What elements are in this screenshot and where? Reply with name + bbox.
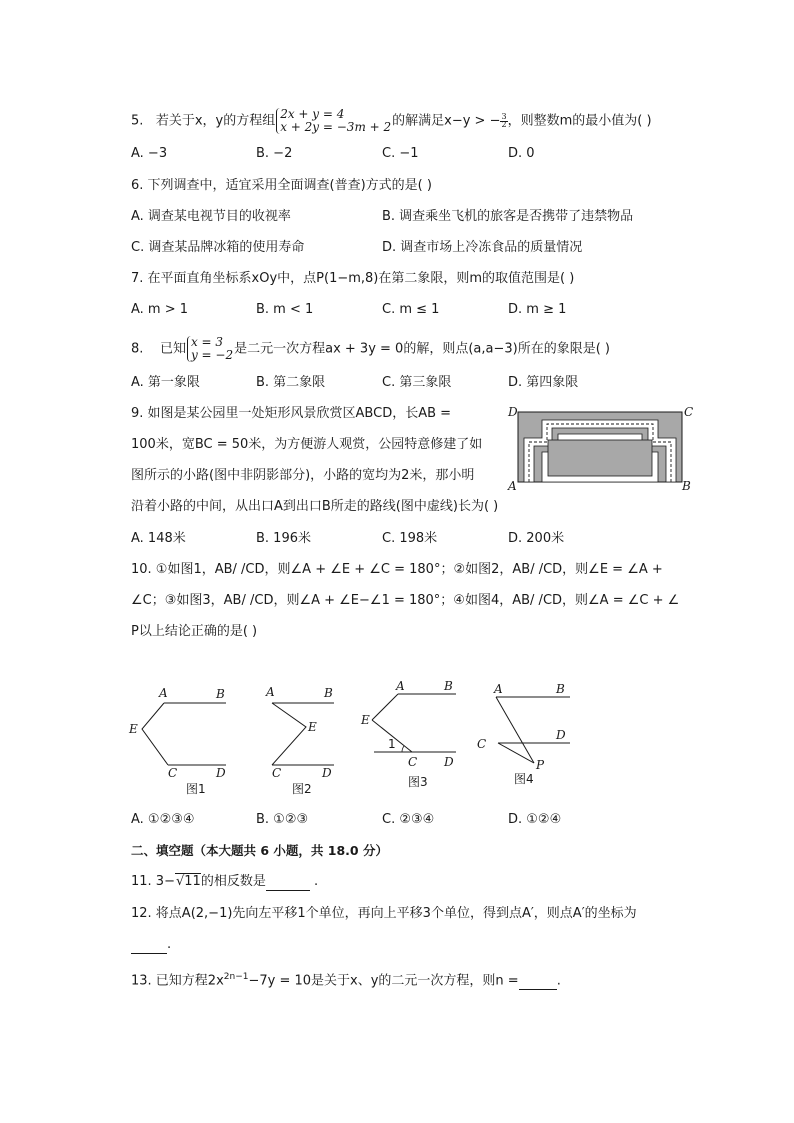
q7-stem: 7. 在平面直角坐标系xOy中，点P(1−m,8)在第二象限，则m的取值范围是( ) — [131, 271, 575, 286]
q10-stem-line3: P以上结论正确的是( ) — [131, 624, 258, 639]
fig2-label-d: D — [322, 766, 332, 780]
fig4-segment-ap — [496, 697, 534, 763]
q5-option-c: C. −1 — [382, 146, 419, 161]
fig2-bent-line — [272, 703, 306, 765]
q10-option-a: A. ①②③④ — [131, 812, 195, 827]
q10-stem-line2: ∠C；③如图3，AB/ /CD，则∠A + ∠E−∠1 = 180°；④如图4，AB/ /CD，则∠A = ∠C + ∠ — [131, 593, 680, 608]
q9-stem-line3: 图所示的小路(图中非阴影部分)，小路的宽均为2米，那小明 — [131, 468, 475, 483]
q13-exponent: 2n−1 — [223, 972, 249, 982]
q5-option-d: D. 0 — [508, 146, 535, 161]
fig3-caption: 图3 — [408, 775, 428, 789]
q11-text-end: . — [309, 874, 319, 889]
q10-option-b: B. ①②③ — [256, 812, 309, 827]
fig3-label-b: B — [444, 679, 453, 693]
q13-text-mid: −7y = 10是关于x、y的二元一次方程，则n = — [248, 973, 519, 989]
q10-figure-3 — [358, 678, 468, 794]
q5-eq2: x + 2y = −3m + 2 — [280, 120, 392, 134]
q9-option-d: D. 200米 — [508, 531, 565, 546]
q7-option-b: B. m < 1 — [256, 302, 314, 317]
q8-number: 8. — [131, 341, 144, 357]
q13-text-end: . — [556, 973, 561, 989]
q11-sqrt: √11 — [175, 874, 201, 889]
q12-stem-line1: 12. 将点A(2,−1)先向左平移1个单位，再向上平移3个单位，得到点A′，则点A′的坐标为 — [131, 906, 637, 921]
fig3-label-e: E — [361, 713, 370, 727]
q13-text-pre: 13. 已知方程2x — [131, 973, 224, 989]
q9-option-c: C. 198米 — [382, 531, 438, 546]
q5-fraction — [500, 113, 507, 129]
q6-option-d: D. 调查市场上冷冻食品的质量情况 — [382, 240, 583, 255]
q9-park-diagram — [506, 402, 698, 494]
q8-option-a: A. 第一象限 — [131, 375, 200, 390]
q6-option-c: C. 调查某品牌冰箱的使用寿命 — [131, 240, 305, 255]
fig1-label-e: E — [129, 722, 138, 736]
q5-stem — [131, 108, 652, 134]
q7-option-d: D. m ≥ 1 — [508, 302, 567, 317]
q5-eq1: 2x + y = 4 — [280, 107, 345, 121]
q8-equation-system — [187, 336, 233, 362]
fig4-label-p: P — [536, 758, 545, 772]
q8-option-d: D. 第四象限 — [508, 375, 579, 390]
q5-text-post: ，则整数m的最小值为( ) — [507, 113, 652, 129]
section-2-title: 二、填空题（本大题共 6 小题，共 18.0 分） — [131, 843, 388, 858]
q10-figure-4 — [474, 681, 584, 797]
q11-text-pre: 11. 3− — [131, 874, 175, 889]
q9-label-a: A — [508, 479, 517, 493]
fig1-label-d: D — [216, 766, 226, 780]
fig3-label-angle-1: 1 — [388, 737, 396, 751]
q12-text-end: . — [167, 937, 172, 952]
fig2-caption: 图2 — [292, 782, 312, 796]
fig4-label-b: B — [556, 682, 565, 696]
q12-stem-line2 — [131, 936, 171, 954]
fig2-label-e: E — [308, 720, 317, 734]
q10-figure-1 — [126, 683, 236, 799]
fig1-caption: 图1 — [186, 782, 206, 796]
fig3-label-c: C — [408, 755, 418, 769]
q8-option-b: B. 第二象限 — [256, 375, 326, 390]
q9-option-b: B. 196米 — [256, 531, 311, 546]
q9-stem-line2: 100米，宽BC = 50米，为方便游人观赏，公园特意修建了如 — [131, 437, 483, 452]
q5-text-pre: 若关于x，y的方程组 — [155, 113, 276, 129]
fig1-label-c: C — [168, 766, 178, 780]
q11-radicand: 11 — [184, 874, 201, 889]
q12-answer-blank[interactable] — [131, 939, 167, 954]
fig1-label-a: A — [159, 686, 168, 700]
fig2-label-b: B — [324, 686, 333, 700]
q9-stem-line1: 9. 如图是某公园里一处矩形风景欣赏区ABCD，长AB = — [131, 406, 452, 421]
q8-eq1: x = 3 — [190, 335, 224, 349]
q11-stem — [131, 873, 318, 891]
q11-answer-blank[interactable] — [266, 876, 310, 891]
q8-text-pre: 已知 — [159, 341, 186, 357]
q9-label-c: C — [684, 405, 694, 419]
q5-frac-den: 2 — [501, 120, 507, 129]
q6-option-a: A. 调查某电视节目的收视率 — [131, 209, 291, 224]
fig1-label-b: B — [216, 687, 225, 701]
q10-stem-line1: 10. ①如图1，AB/ /CD，则∠A + ∠E + ∠C = 180°；②如图2，AB/ /CD，则∠E = ∠A + — [131, 562, 663, 577]
q9-stem-line4: 沿着小路的中间，从出口A到出口B所走的路线(图中虚线)长为( ) — [131, 499, 499, 514]
q7-option-a: A. m > 1 — [131, 302, 189, 317]
fig3-segment-ae — [372, 694, 398, 720]
q9-option-a: A. 148米 — [131, 531, 186, 546]
q8-text-post: 是二元一次方程ax + 3y = 0的解，则点(a,a−3)所在的象限是( ) — [234, 341, 610, 357]
q10-option-d: D. ①②④ — [508, 812, 562, 827]
q11-text-post: 的相反数是 — [200, 874, 266, 889]
fig2-label-a: A — [266, 685, 275, 699]
q5-equation-system — [276, 108, 391, 134]
fig1-bent-line — [142, 703, 168, 765]
q10-figure-2 — [262, 683, 342, 799]
q5-number: 5. — [131, 113, 144, 129]
q8-stem — [131, 336, 610, 362]
q13-stem — [131, 968, 561, 990]
q10-option-c: C. ②③④ — [382, 812, 435, 827]
q9-inner-shade — [548, 440, 652, 476]
q6-option-b: B. 调查乘坐飞机的旅客是否携带了违禁物品 — [382, 209, 634, 224]
q6-stem: 6. 下列调查中，适宜采用全面调查(普查)方式的是( ) — [131, 178, 432, 193]
q8-eq2: y = −2 — [190, 348, 234, 362]
fig4-label-c: C — [477, 737, 487, 751]
fig3-label-d: D — [444, 755, 454, 769]
q7-option-c: C. m ≤ 1 — [382, 302, 440, 317]
fig2-label-c: C — [272, 766, 282, 780]
fig3-angle-1-arc — [402, 746, 404, 752]
fig3-label-a: A — [396, 679, 405, 693]
q5-option-b: B. −2 — [256, 146, 293, 161]
q8-option-c: C. 第三象限 — [382, 375, 452, 390]
q5-text-mid: 的解满足x−y > − — [392, 113, 501, 129]
q13-answer-blank[interactable] — [519, 975, 557, 990]
fig4-label-a: A — [494, 682, 503, 696]
q5-frac-num: 3 — [501, 112, 507, 121]
q5-option-a: A. −3 — [131, 146, 168, 161]
q9-label-b: B — [682, 479, 691, 493]
q9-label-d: D — [508, 405, 518, 419]
fig4-label-d: D — [556, 728, 566, 742]
fig4-caption: 图4 — [514, 772, 534, 786]
